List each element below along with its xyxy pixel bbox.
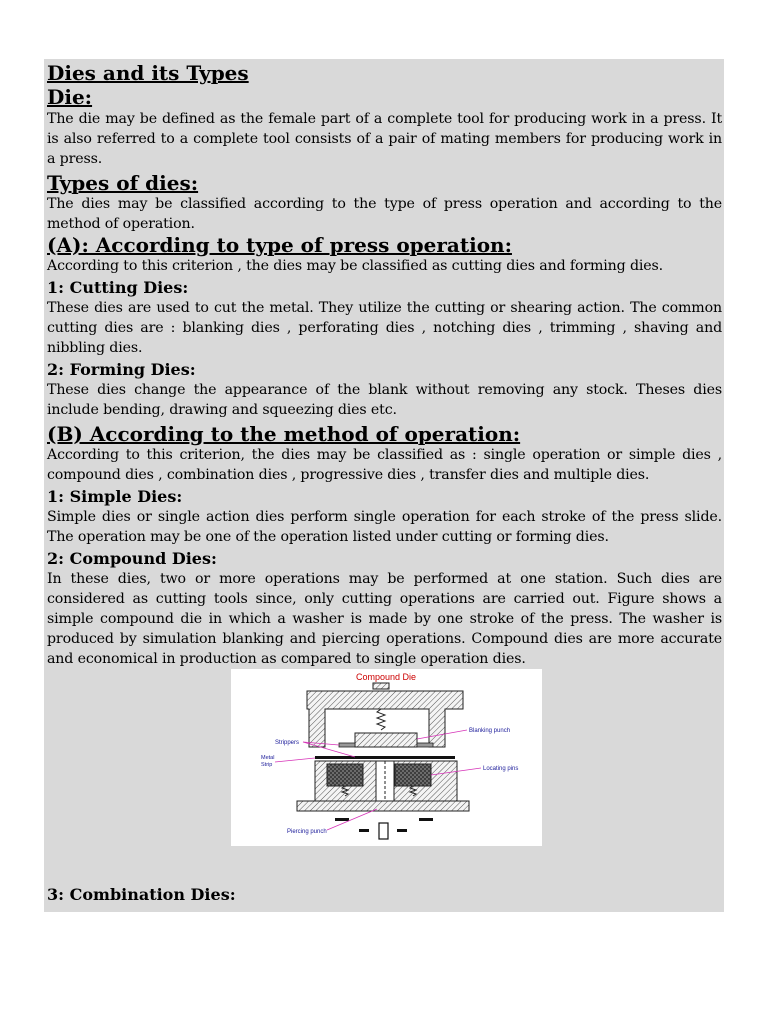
document-page bbox=[44, 59, 724, 912]
compound-die-figure bbox=[231, 669, 542, 846]
simple-dies-paragraph: Simple dies or single action dies perform single operation for each stroke of the press slide. The operation may be one of the operation listed under cutting or forming dies. bbox=[47, 509, 722, 545]
combination-dies-heading: 3: Combination Dies: bbox=[47, 885, 236, 904]
compound-dies-paragraph: In these dies, two or more operations may be performed at one station. Such dies are considered as cutting tools since, only cutting operations are carried out. Figure shows a simple compound die in which a washer is made by one stroke of the press. The washer is produced by simulation blanking and piercing operations. Compound dies are more accurate and economical in production as compared to single operation dies. bbox=[47, 571, 722, 667]
washer-slug bbox=[379, 823, 388, 839]
figure-title: Compound Die bbox=[355, 672, 417, 682]
stripper-left bbox=[339, 743, 355, 747]
die-heading: Die: bbox=[47, 85, 93, 109]
label-metal: Metal bbox=[261, 755, 275, 761]
forming-dies-heading: 2: Forming Dies: bbox=[47, 360, 196, 379]
label-strippers: Strippers bbox=[275, 740, 300, 746]
stripper-right bbox=[417, 743, 433, 747]
slug-lower-left bbox=[359, 829, 369, 832]
label-piercing-punch: Piercing punch bbox=[287, 829, 327, 835]
base-plate bbox=[297, 801, 469, 811]
section-b-heading: (B) According to the method of operation: bbox=[47, 422, 521, 446]
doc-title: Dies and its Types bbox=[47, 61, 249, 85]
compound-die-diagram bbox=[231, 669, 542, 846]
leader-metal-strip bbox=[275, 758, 315, 762]
leader-piercing-punch bbox=[327, 809, 377, 830]
cutting-dies-heading: 1: Cutting Dies: bbox=[47, 278, 189, 297]
die-insert-left bbox=[327, 764, 363, 786]
section-b-paragraph: According to this criterion, the dies may be classified as : single operation or simple dies , compound dies , combination dies , progressive dies , transfer dies and multiple dies. bbox=[47, 447, 722, 483]
label-strip: Strip bbox=[261, 762, 273, 768]
metal-strip bbox=[315, 756, 455, 759]
die-paragraph: The die may be defined as the female part of a complete tool for producing work in a press. It is also referred to a complete tool consists of a pair of mating members for producing work in a press. bbox=[47, 111, 722, 167]
simple-dies-heading: 1: Simple Dies: bbox=[47, 487, 183, 506]
die-insert-right bbox=[395, 764, 431, 786]
shank-knob bbox=[373, 683, 389, 689]
slug-left bbox=[335, 818, 349, 821]
section-a-heading: (A): According to type of press operation: bbox=[47, 233, 512, 257]
slug-lower-right bbox=[397, 829, 407, 832]
types-paragraph: The dies may be classified according to the type of press operation and according to the method of operation. bbox=[47, 196, 722, 232]
label-blanking-punch: Blanking punch bbox=[469, 728, 511, 734]
label-locating-pins: Locating pins bbox=[483, 766, 519, 772]
upper-spring bbox=[377, 709, 385, 730]
forming-dies-paragraph: These dies change the appearance of the blank without removing any stock. Theses dies include bending, drawing and squeezing dies etc. bbox=[47, 382, 722, 418]
spacer bbox=[47, 846, 722, 883]
types-heading: Types of dies: bbox=[47, 171, 199, 195]
blanking-punch bbox=[355, 733, 417, 747]
section-a-paragraph: According to this criterion , the dies may be classified as cutting dies and forming dies. bbox=[47, 258, 664, 274]
slug-right bbox=[419, 818, 433, 821]
cutting-dies-paragraph: These dies are used to cut the metal. They utilize the cutting or shearing action. The common cutting dies are : blanking dies , perforating dies , notching dies , trimming , shaving and nibbling dies. bbox=[47, 300, 722, 356]
compound-dies-heading: 2: Compound Dies: bbox=[47, 549, 217, 568]
